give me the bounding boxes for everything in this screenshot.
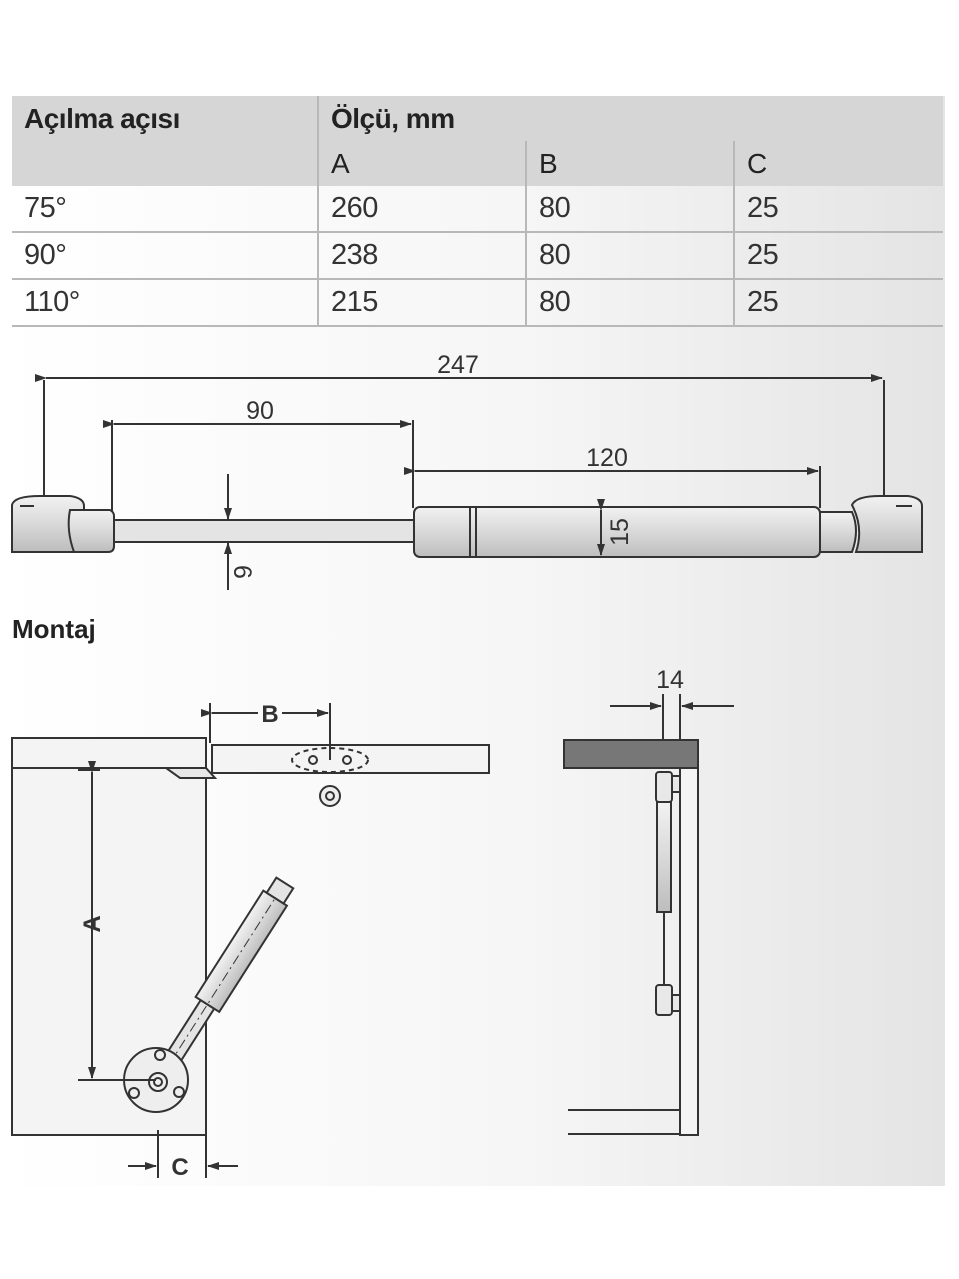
side-panel bbox=[680, 740, 698, 1135]
mounting-front-view bbox=[12, 703, 489, 1178]
left-end-fitting bbox=[12, 496, 114, 552]
cell-b: 80 bbox=[526, 279, 734, 326]
section-title: Montaj bbox=[12, 614, 96, 644]
header-col-c: C bbox=[734, 141, 943, 186]
cell-angle: 90° bbox=[12, 232, 318, 279]
gas-strut-drawing bbox=[12, 378, 922, 590]
cell-c: 25 bbox=[734, 232, 943, 279]
mounting-side-view bbox=[564, 694, 734, 1135]
cell-c: 25 bbox=[734, 279, 943, 326]
dim-rod-dia-label: 6 bbox=[228, 565, 256, 579]
dim-cylinder-label: 120 bbox=[586, 444, 628, 472]
dim-rod-label: 90 bbox=[246, 397, 274, 425]
cell-a: 260 bbox=[318, 186, 526, 232]
cell-angle: 110° bbox=[12, 279, 318, 326]
header-angle: Açılma açısı bbox=[12, 96, 318, 141]
cell-c: 25 bbox=[734, 186, 943, 232]
cell-angle: 75° bbox=[12, 186, 318, 232]
cell-a: 238 bbox=[318, 232, 526, 279]
dim-cylinder-dia-label: 15 bbox=[606, 518, 634, 546]
header-size: Ölçü, mm bbox=[318, 96, 943, 141]
top-panel bbox=[564, 740, 698, 768]
dim-a-label: A bbox=[79, 915, 106, 933]
dim-b-label: B bbox=[261, 701, 279, 728]
cell-a: 215 bbox=[318, 279, 526, 326]
header-col-b: B bbox=[526, 141, 734, 186]
dim-overall-label: 247 bbox=[437, 351, 479, 379]
header-col-a: A bbox=[318, 141, 526, 186]
cell-b: 80 bbox=[526, 232, 734, 279]
right-end-fitting bbox=[820, 496, 922, 552]
dim-offset-label: 14 bbox=[656, 666, 684, 694]
cell-b: 80 bbox=[526, 186, 734, 232]
piston-rod bbox=[114, 520, 414, 542]
dim-c-label: C bbox=[171, 1154, 189, 1181]
